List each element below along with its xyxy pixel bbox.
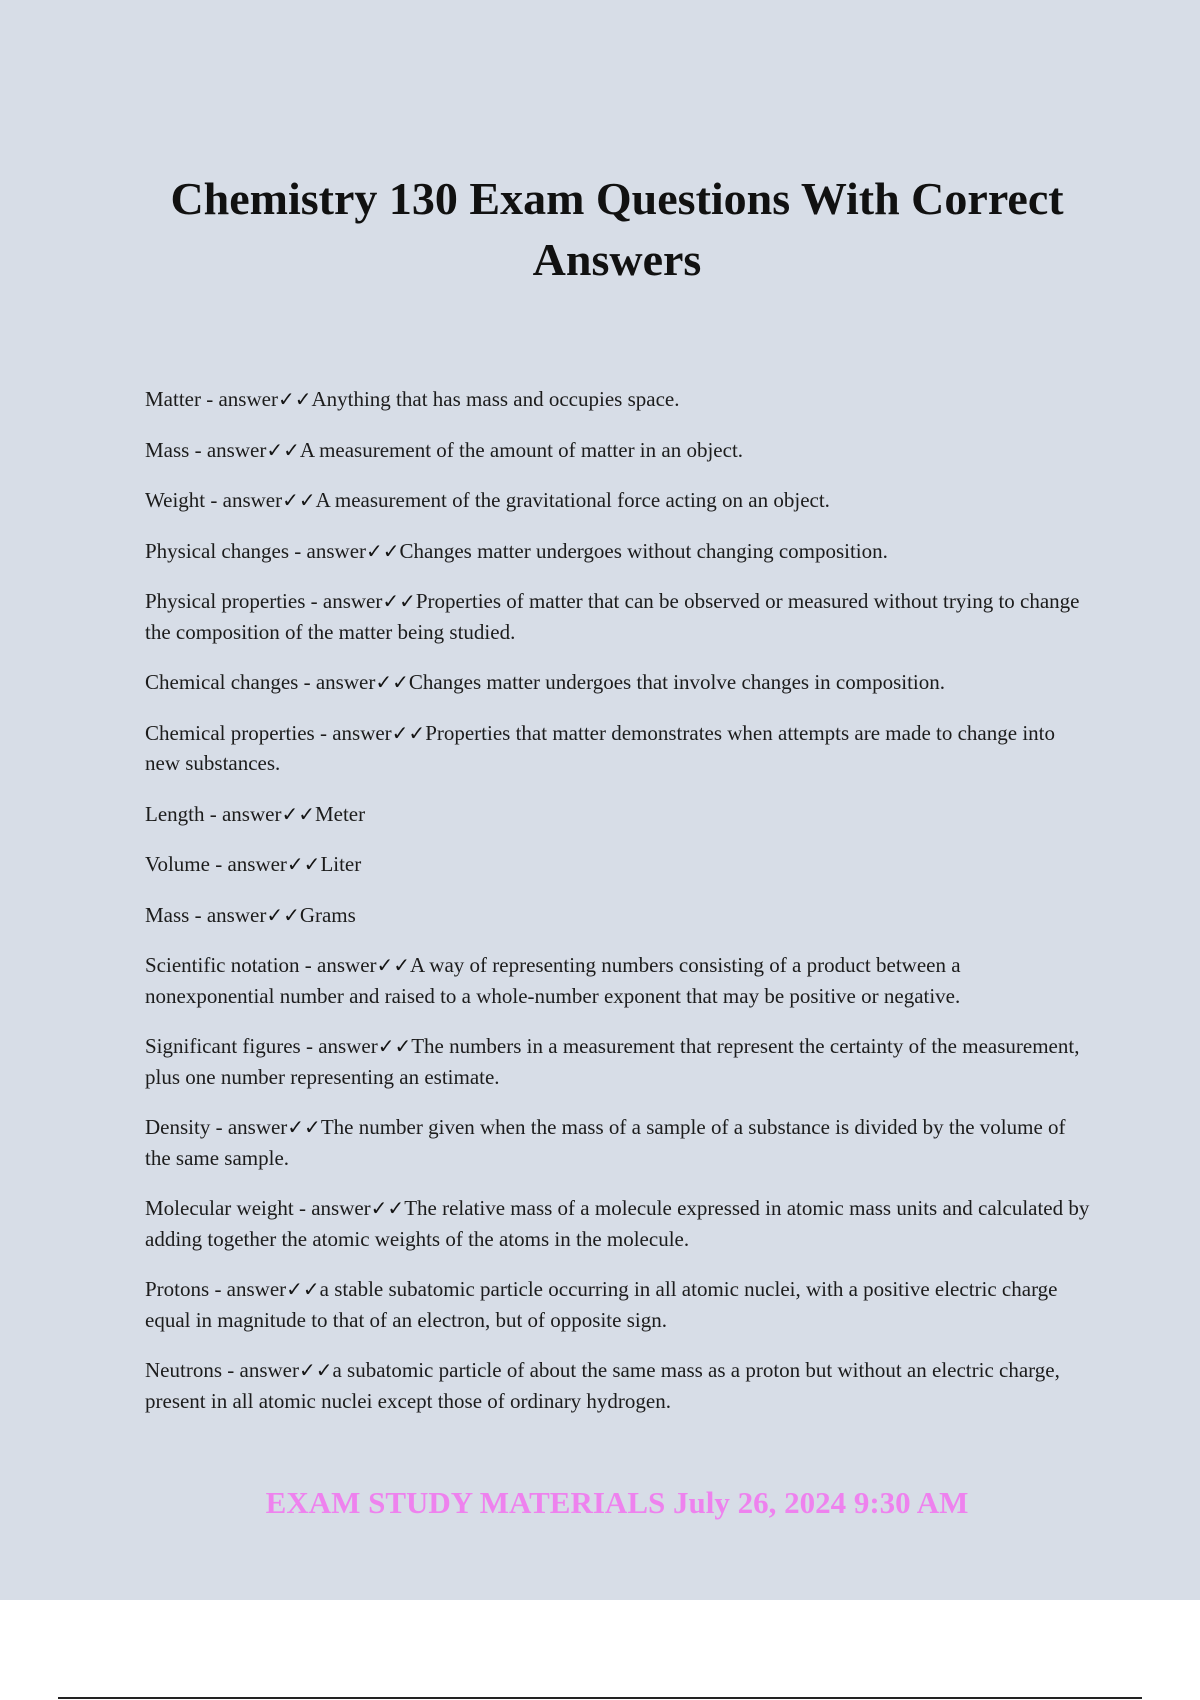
double-check-icon: ✓✓ (266, 437, 300, 462)
qa-answer: a stable subatomic particle occurring in all atomic nuclei, with a positive electric charge equal in magnitude to that of an electron, but of opposite sign. (145, 1277, 1058, 1332)
qa-term: Weight (145, 488, 206, 512)
qa-term: Volume (145, 852, 210, 876)
double-check-icon: ✓✓ (286, 852, 321, 876)
qa-separator: - answer (298, 670, 376, 694)
qa-item (145, 1274, 1095, 1335)
qa-item (145, 950, 1095, 1011)
double-check-icon: ✓✓ (298, 1358, 333, 1382)
qa-term: Chemical changes (145, 670, 299, 694)
qa-separator: - answer (205, 488, 283, 512)
qa-separator: - answer (305, 589, 383, 613)
qa-separator: - answer (222, 1358, 299, 1382)
qa-term: Physical changes (145, 538, 290, 563)
double-check-icon: ✓✓ (376, 953, 411, 977)
qa-answer: Changes matter undergoes that involve changes in composition. (408, 670, 946, 694)
qa-term: Density (145, 1115, 211, 1139)
qa-answer: The number given when the mass of a sample of a substance is divided by the volume of the same sample. (145, 1115, 1066, 1170)
qa-item (145, 1355, 1095, 1416)
qa-answer: a subatomic particle of about the same mass as a proton but without an electric charge, present in all atomic nuclei except those of ordinary hydrogen. (145, 1358, 1060, 1413)
qa-item (145, 667, 1095, 698)
qa-item (145, 1193, 1095, 1254)
qa-separator: - answer (200, 387, 278, 411)
qa-item (145, 536, 1095, 567)
qa-separator: - answer (293, 1196, 371, 1220)
qa-term: Mass (145, 902, 190, 927)
qa-item (145, 586, 1095, 647)
qa-term: Chemical properties (145, 720, 315, 745)
double-check-icon: ✓✓ (286, 1277, 320, 1301)
double-check-icon: ✓✓ (277, 387, 312, 411)
qa-item (145, 1112, 1095, 1173)
qa-separator: - answer (189, 902, 267, 927)
qa-answer: Changes matter undergoes without changing composition. (399, 538, 888, 563)
qa-answer: A way of representing numbers consisting of a product between a nonexponential number and raised to a whole-number exponent that may be positive or negative. (145, 953, 961, 1008)
qa-item (145, 849, 1095, 880)
qa-term: Protons (145, 1277, 210, 1301)
qa-term: Significant figures (145, 1034, 301, 1058)
qa-separator: - answer (189, 437, 267, 462)
qa-item (145, 485, 1095, 516)
double-check-icon: ✓✓ (370, 1196, 405, 1220)
qa-item (145, 435, 1095, 466)
qa-separator: - answer (300, 1034, 378, 1058)
double-check-icon: ✓✓ (282, 488, 316, 512)
double-check-icon: ✓✓ (391, 720, 426, 745)
page-bottom-divider (58, 1697, 1142, 1699)
qa-term: Molecular weight (145, 1196, 294, 1220)
study-materials-stamp: EXAM STUDY MATERIALS July 26, 2024 9:30 AM (265, 1485, 969, 1520)
qa-answer: A measurement of the amount of matter in an object. (299, 437, 744, 462)
double-check-icon: ✓✓ (382, 589, 416, 613)
qa-item (145, 718, 1095, 779)
qa-separator: - answer (299, 953, 377, 977)
qa-separator: - answer (204, 801, 282, 826)
qa-answer: Anything that has mass and occupies space. (311, 387, 680, 411)
qa-term: Mass (145, 437, 190, 462)
qa-answer: Properties that matter demonstrates when attempts are made to change into new substances. (145, 720, 1055, 775)
qa-separator: - answer (289, 538, 367, 563)
double-check-icon: ✓✓ (281, 801, 315, 826)
qa-item (145, 384, 1095, 415)
qa-item (145, 799, 1095, 830)
qa-separator: - answer (314, 720, 392, 745)
qa-item (145, 1031, 1095, 1092)
double-check-icon: ✓✓ (287, 1115, 321, 1139)
qa-term: Physical properties (145, 589, 306, 613)
qa-item (145, 900, 1095, 931)
qa-separator: - answer (209, 1277, 287, 1301)
qa-answer: The numbers in a measurement that represent the certainty of the measurement, plus one number representing an estimate. (145, 1034, 1080, 1089)
qa-answer: A measurement of the gravitational force acting on an object. (315, 488, 830, 512)
double-check-icon: ✓✓ (366, 538, 400, 563)
qa-list (145, 384, 1095, 1436)
qa-separator: - answer (209, 852, 287, 876)
qa-term: Matter (145, 387, 201, 411)
qa-answer: Liter (320, 852, 362, 876)
qa-answer: The relative mass of a molecule expressed in atomic mass units and calculated by adding together the atomic weights of the atoms in the molecule. (145, 1196, 1090, 1251)
document-title: Chemistry 130 Exam Questions With Correct Answers (170, 173, 1064, 285)
qa-answer: Properties of matter that can be observed or measured without trying to change the composition of the matter being studied. (145, 589, 1080, 644)
double-check-icon: ✓✓ (377, 1034, 412, 1058)
qa-term: Scientific notation (145, 953, 300, 977)
qa-separator: - answer (210, 1115, 288, 1139)
double-check-icon: ✓✓ (266, 902, 300, 927)
qa-answer: Meter (314, 801, 366, 826)
qa-term: Length (145, 801, 205, 826)
double-check-icon: ✓✓ (375, 670, 409, 694)
qa-term: Neutrons (145, 1358, 222, 1382)
qa-answer: Grams (299, 902, 356, 927)
